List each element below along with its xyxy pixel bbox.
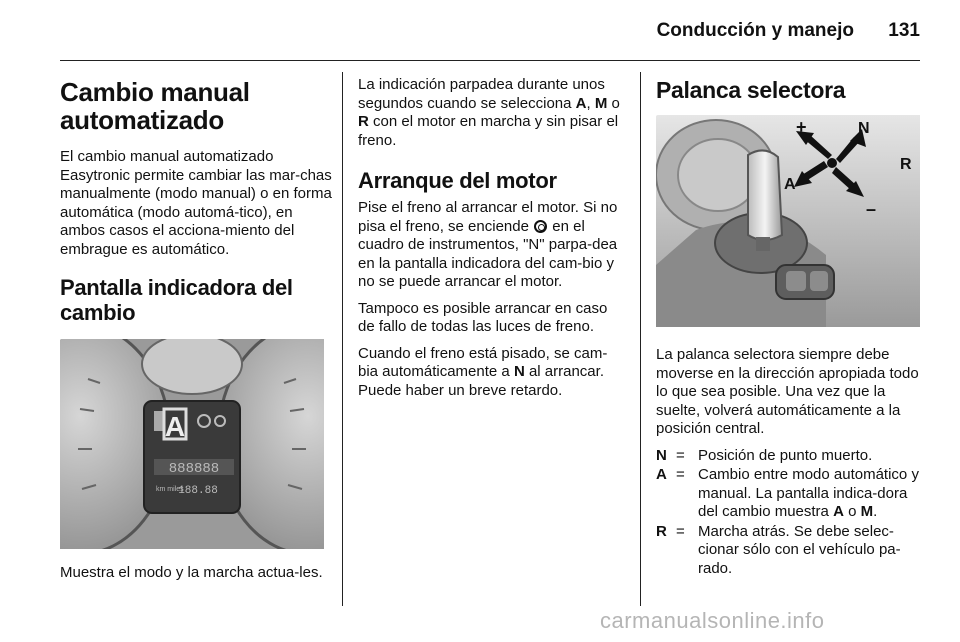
selector-paragraph: La palanca selectora siempre debe moverse en la dirección apropiada todo lo que sea posible. Una vez que la suelte, volverá automáticamente a la posición central.: [656, 346, 919, 437]
watermark: carmanualsonline.info: [600, 608, 825, 633]
instrument-cluster-image: [60, 339, 324, 549]
brake-icon: [534, 220, 547, 233]
page-number: 131: [888, 20, 920, 41]
def-auto: A = Cambio entre modo automático y manual. La pantalla indica-dora del cambio muestra A o M.: [656, 466, 919, 520]
svg-text:188.88: 188.88: [178, 485, 218, 497]
start-engine-heading: Arranque del motor: [358, 168, 557, 193]
def-neutral: N = Posición de punto muerto.: [656, 446, 873, 464]
page-header: [60, 14, 920, 46]
a-label: A: [784, 176, 796, 193]
column-divider-2: [640, 72, 641, 606]
brake-paragraph: Pise el freno al arrancar el motor. Si no pisa el freno, se enciende en el cuadro de instrumentos, "N" parpa-dea en la pantalla indicadora del cam-bio y no se puede arrancar el motor.: [358, 199, 618, 290]
n-label: N: [858, 120, 870, 137]
unit-label: km miles: [156, 486, 184, 493]
r-label: R: [900, 156, 912, 173]
blink-paragraph: La indicación parpadea durante unos segundos cuando se selecciona A, M o R con el motor en marcha y sin pisar el freno.: [358, 76, 620, 149]
column-left: [60, 70, 332, 591]
position-definitions: [656, 447, 922, 579]
column-divider-1: [342, 72, 343, 606]
section-title: Conducción y manejo: [656, 20, 854, 41]
selector-lever-figure: [656, 115, 922, 332]
header-divider: [60, 60, 920, 61]
neutral-paragraph: Cuando el freno está pisado, se cam-bia automáticamente a N al arrancar. Puede haber un breve retardo.: [358, 344, 608, 399]
plus-label: +: [796, 117, 807, 137]
selector-lever-image: [656, 115, 920, 327]
gear-indicator: A: [164, 411, 186, 442]
display-heading: Pantalla indicadora del cambio: [60, 275, 293, 325]
selector-heading: Palanca selectora: [656, 77, 846, 103]
column-right: [656, 78, 922, 579]
gear-display-figure: [60, 339, 332, 554]
column-middle: [358, 76, 626, 408]
figure-caption: Muestra el modo y la marcha actua-les.: [60, 564, 323, 581]
minus-label: –: [866, 199, 877, 219]
def-reverse: R = Marcha atrás. Se debe selec-cionar sólo con el vehículo pa-rado.: [656, 522, 901, 577]
intro-paragraph: El cambio manual automatizado Easytronic permite cambiar las mar-chas manualmente (modo manual) o en forma automática (modo automá-tico), en ambos casos el acciona-miento del embrague es automático.: [60, 148, 332, 258]
brake-lights-paragraph: Tampoco es posible arrancar en caso de fallo de todas las luces de freno.: [358, 299, 608, 335]
main-heading: Cambio manual automatizado: [60, 77, 250, 135]
svg-text:888888: 888888: [168, 461, 220, 477]
